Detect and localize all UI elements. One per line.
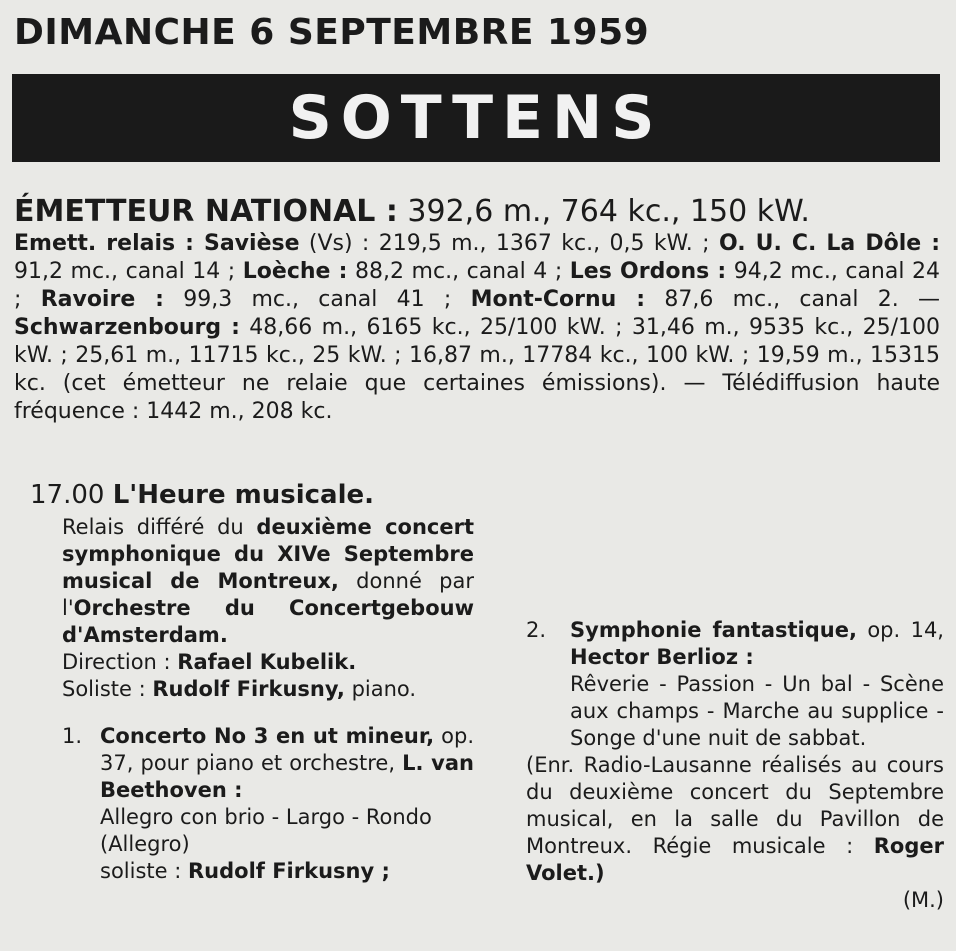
station-name: SOTTENS (288, 83, 664, 153)
intro-text: donné par l' (62, 569, 474, 620)
page-date: DIMANCHE 6 SEPTEMBRE 1959 (14, 12, 650, 53)
station-banner (12, 74, 940, 162)
relay-text: 48,66 m., 6165 kc., 25/100 kW. ; 31,46 m., 9535 kc., 25/100 kW. ; 25,61 m., 11715 kc., 25 kW. ; 16,87 m., 17784 kc., 100 kW. ; 19,59 m., 15315 kc. (cet émetteur ne relaie que certaines émissions). — Télédiffusion haute fréquence : 1442 m., 208 kc. (14, 315, 940, 424)
composer-name: Hector Berlioz : (570, 645, 754, 669)
soloist-label: Soliste : (62, 677, 153, 701)
relay-label: Schwarzenbourg : (14, 315, 240, 340)
relay-label: Loèche : (242, 259, 348, 284)
soloist-name: Rudolf Firkusny, (152, 677, 345, 701)
program-direction (62, 649, 474, 676)
program-title: L'Heure musicale. (112, 480, 375, 510)
national-transmitter (14, 192, 940, 232)
relay-text: 94,2 mc., canal 24 ; (14, 259, 941, 312)
relay-transmitters (14, 230, 940, 426)
note-text: (Enr. Radio-Lausanne réalisés au cours du deuxième concert du Septembre musical, en la salle du Pavillon de Montreux. Régie musicale : (526, 753, 944, 858)
soloist-label: soliste : (100, 859, 188, 883)
soloist-name: Rudolf Firkusny ; (187, 859, 390, 883)
relay-label: O. U. C. La Dôle : (718, 231, 940, 256)
relay-label: Mont-Cornu : (470, 287, 646, 312)
work-detail: op. 14, (856, 618, 944, 642)
relay-text: 99,3 mc., canal 41 ; (163, 287, 471, 312)
relay-label: Emett. relais : Savièse (14, 231, 300, 256)
item-soloist (100, 858, 474, 885)
relay-label: Les Ordons : (569, 259, 727, 284)
relay-text: 91,2 mc., canal 14 ; (14, 259, 243, 284)
transmitter-label: ÉMETTEUR NATIONAL : (14, 194, 398, 229)
director-name: Rafael Kubelik. (177, 650, 357, 674)
program-left-column (62, 514, 474, 885)
item-title-line (100, 723, 474, 804)
recording-note (526, 752, 944, 887)
relay-text: (Vs) : 219,5 m., 1367 kc., 0,5 kW. ; (299, 231, 719, 256)
work-movements: Rêverie - Passion - Un bal - Scène aux champs - Marche au supplice - Songe d'une nuit de sabbat. (570, 672, 944, 750)
transmitter-value: 392,6 m., 764 kc., 150 kW. (397, 194, 810, 229)
program-time: 17.00 (30, 480, 105, 510)
item-number: 2. (526, 618, 547, 642)
work-title: Concerto No 3 en ut mineur, (100, 724, 435, 748)
relay-text: 87,6 mc., canal 2. — (645, 287, 940, 312)
item-title-line (570, 617, 944, 671)
work-title: Symphonie fantastique, (570, 618, 857, 642)
intro-text: Relais différé du (62, 515, 257, 539)
work-movements: Allegro con brio - Largo - Rondo (Allegro) (100, 805, 432, 856)
composer-name: L. van Beethoven : (100, 751, 474, 802)
director-name: Roger Volet.) (526, 834, 944, 885)
program-intro (62, 514, 474, 649)
item-number: 1. (62, 724, 83, 748)
program-item-2 (526, 617, 944, 752)
relay-text: 88,2 mc., canal 4 ; (347, 259, 570, 284)
work-detail: op. 37, pour piano et orchestre, (100, 724, 474, 775)
direction-label: Direction : (62, 650, 178, 674)
soloist-instrument: piano. (344, 677, 417, 701)
program-item-1 (62, 723, 474, 885)
program-soloist (62, 676, 474, 703)
program-right-column (526, 617, 944, 914)
author-signature: (M.) (902, 888, 944, 912)
intro-bold: Orchestre du Concertgebouw d'Amsterdam. (62, 596, 474, 647)
relay-label: Ravoire : (40, 287, 164, 312)
intro-bold: deuxième concert symphonique du XIVe Septembre musical de Montreux, (62, 515, 474, 593)
program-heading (30, 480, 374, 510)
